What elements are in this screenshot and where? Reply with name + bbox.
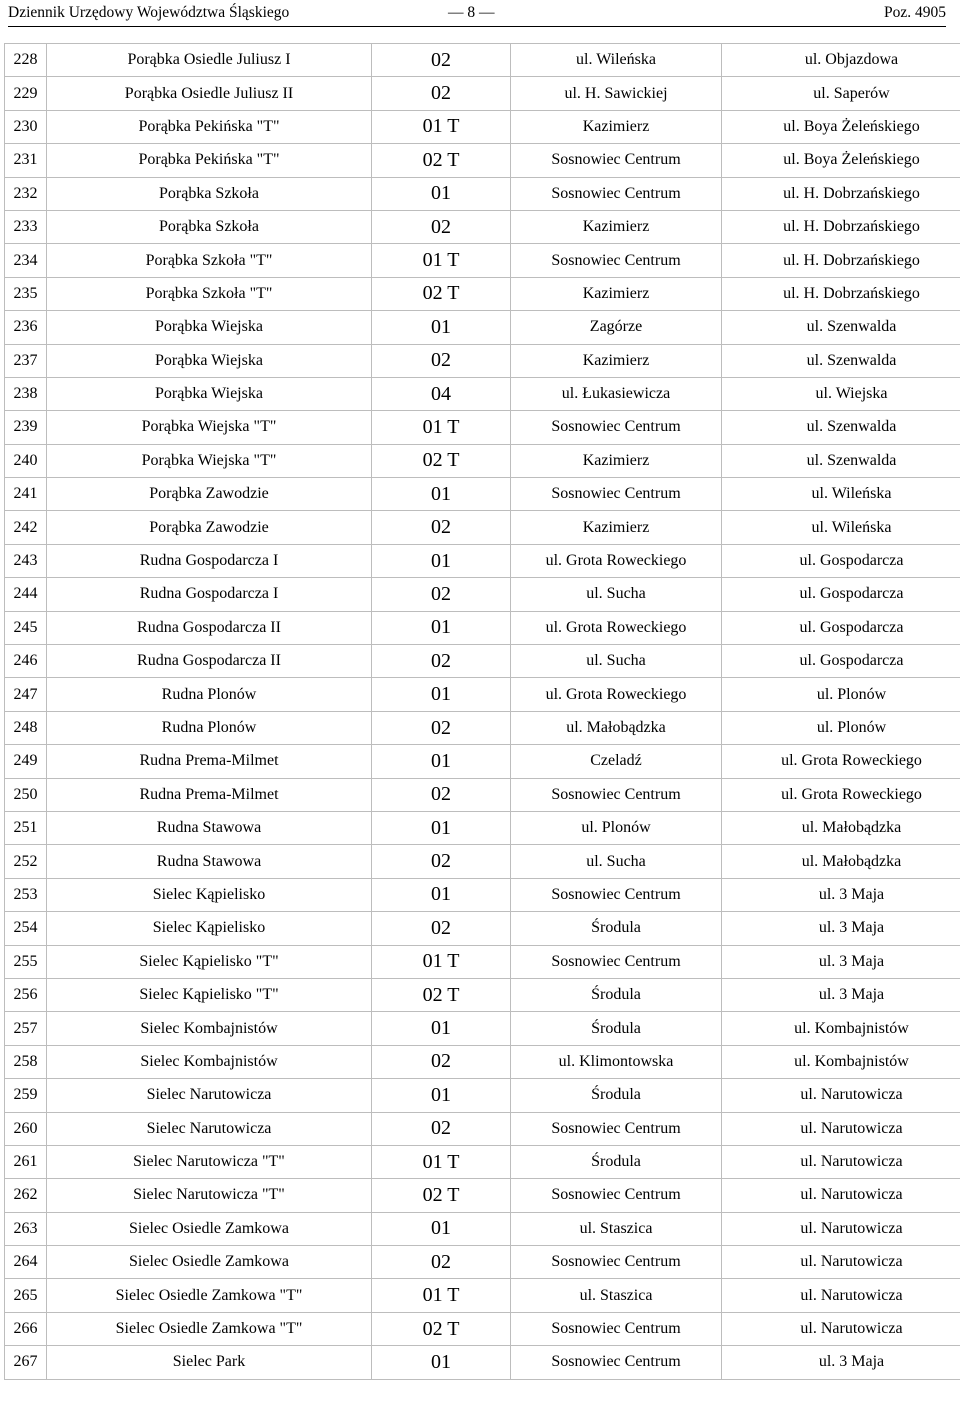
stop-name-cell: Porąbka Wiejska	[47, 344, 372, 377]
table-row	[5, 811, 960, 844]
street-cell: ul. Wileńska	[722, 478, 960, 511]
direction-cell: Sosnowiec Centrum	[511, 778, 722, 811]
stop-number-cell: 247	[5, 678, 47, 711]
table-row	[5, 1079, 960, 1112]
stop-code-cell: 01	[372, 611, 511, 644]
street-cell: ul. Narutowicza	[722, 1079, 960, 1112]
direction-cell: Sosnowiec Centrum	[511, 1312, 722, 1345]
direction-cell: Zagórze	[511, 311, 722, 344]
stop-number-cell: 233	[5, 210, 47, 243]
stop-name-cell: Porąbka Pekińska "T"	[47, 110, 372, 143]
street-cell: ul. Narutowicza	[722, 1312, 960, 1345]
direction-cell: Środula	[511, 978, 722, 1011]
table-row	[5, 711, 960, 744]
table-row	[5, 778, 960, 811]
stop-number-cell: 229	[5, 77, 47, 110]
stop-number-cell: 259	[5, 1079, 47, 1112]
stop-number-cell: 246	[5, 645, 47, 678]
stop-code-cell: 01	[372, 311, 511, 344]
street-cell: ul. Gospodarcza	[722, 645, 960, 678]
direction-cell: ul. Sucha	[511, 645, 722, 678]
stop-number-cell: 263	[5, 1212, 47, 1245]
stop-number-cell: 250	[5, 778, 47, 811]
street-cell: ul. Wileńska	[722, 511, 960, 544]
street-cell: ul. Wiejska	[722, 377, 960, 410]
street-cell: ul. 3 Maja	[722, 912, 960, 945]
table-row	[5, 745, 960, 778]
page-header	[8, 0, 946, 26]
stop-code-cell: 02	[372, 210, 511, 243]
stop-name-cell: Porąbka Zawodzie	[47, 511, 372, 544]
table-row	[5, 77, 960, 110]
stop-name-cell: Sielec Kąpielisko	[47, 912, 372, 945]
stop-number-cell: 261	[5, 1145, 47, 1178]
table-row	[5, 210, 960, 243]
street-cell: ul. Objazdowa	[722, 44, 960, 77]
direction-cell: Kazimierz	[511, 210, 722, 243]
direction-cell: ul. Grota Roweckiego	[511, 611, 722, 644]
stop-name-cell: Sielec Kombajnistów	[47, 1045, 372, 1078]
street-cell: ul. Narutowicza	[722, 1112, 960, 1145]
stop-name-cell: Sielec Kąpielisko	[47, 878, 372, 911]
stop-code-cell: 02	[372, 1246, 511, 1279]
direction-cell: Kazimierz	[511, 110, 722, 143]
stop-name-cell: Porąbka Szkoła "T"	[47, 277, 372, 310]
stop-number-cell: 251	[5, 811, 47, 844]
stop-code-cell: 01 T	[372, 244, 511, 277]
stop-code-cell: 01	[372, 544, 511, 577]
stop-number-cell: 254	[5, 912, 47, 945]
stop-name-cell: Rudna Gospodarcza I	[47, 544, 372, 577]
direction-cell: Środula	[511, 1145, 722, 1178]
direction-cell: Środula	[511, 912, 722, 945]
table-row	[5, 411, 960, 444]
stop-number-cell: 230	[5, 110, 47, 143]
table-row	[5, 678, 960, 711]
table-row	[5, 1145, 960, 1178]
stop-name-cell: Sielec Park	[47, 1346, 372, 1379]
street-cell: ul. Szenwalda	[722, 444, 960, 477]
stop-code-cell: 02	[372, 645, 511, 678]
stop-number-cell: 265	[5, 1279, 47, 1312]
stop-name-cell: Rudna Stawowa	[47, 811, 372, 844]
table-row	[5, 110, 960, 143]
table-row	[5, 1246, 960, 1279]
stop-name-cell: Sielec Narutowicza	[47, 1079, 372, 1112]
table-row	[5, 1112, 960, 1145]
table-row	[5, 1212, 960, 1245]
table-row	[5, 478, 960, 511]
direction-cell: Sosnowiec Centrum	[511, 411, 722, 444]
street-cell: ul. H. Dobrzańskiego	[722, 210, 960, 243]
direction-cell: ul. Sucha	[511, 578, 722, 611]
bus-stops-table	[4, 43, 960, 1380]
direction-cell: Sosnowiec Centrum	[511, 1346, 722, 1379]
direction-cell: ul. Grota Roweckiego	[511, 678, 722, 711]
direction-cell: ul. Sucha	[511, 845, 722, 878]
street-cell: ul. 3 Maja	[722, 978, 960, 1011]
street-cell: ul. 3 Maja	[722, 945, 960, 978]
stop-name-cell: Porąbka Zawodzie	[47, 478, 372, 511]
street-cell: ul. Narutowicza	[722, 1145, 960, 1178]
stop-name-cell: Porąbka Wiejska	[47, 377, 372, 410]
stop-code-cell: 02	[372, 1045, 511, 1078]
street-cell: ul. Plonów	[722, 678, 960, 711]
stop-number-cell: 242	[5, 511, 47, 544]
table-row	[5, 578, 960, 611]
street-cell: ul. Grota Roweckiego	[722, 745, 960, 778]
stop-code-cell: 01 T	[372, 1145, 511, 1178]
direction-cell: ul. Małobądzka	[511, 711, 722, 744]
stop-number-cell: 264	[5, 1246, 47, 1279]
direction-cell: Sosnowiec Centrum	[511, 244, 722, 277]
table-row	[5, 878, 960, 911]
street-cell: ul. Narutowicza	[722, 1246, 960, 1279]
stop-name-cell: Porąbka Wiejska "T"	[47, 411, 372, 444]
street-cell: ul. Kombajnistów	[722, 1012, 960, 1045]
stop-name-cell: Sielec Narutowicza "T"	[47, 1179, 372, 1212]
street-cell: ul. H. Dobrzańskiego	[722, 277, 960, 310]
stop-code-cell: 01	[372, 678, 511, 711]
stop-code-cell: 01 T	[372, 411, 511, 444]
stop-number-cell: 252	[5, 845, 47, 878]
street-cell: ul. Gospodarcza	[722, 544, 960, 577]
stop-name-cell: Rudna Plonów	[47, 711, 372, 744]
street-cell: ul. H. Dobrzańskiego	[722, 244, 960, 277]
stop-name-cell: Porąbka Szkoła "T"	[47, 244, 372, 277]
table-row	[5, 177, 960, 210]
direction-cell: ul. Łukasiewicza	[511, 377, 722, 410]
direction-cell: Sosnowiec Centrum	[511, 1179, 722, 1212]
table-row	[5, 978, 960, 1011]
street-cell: ul. Narutowicza	[722, 1179, 960, 1212]
direction-cell: Sosnowiec Centrum	[511, 1112, 722, 1145]
stop-name-cell: Porąbka Pekińska "T"	[47, 144, 372, 177]
stop-number-cell: 244	[5, 578, 47, 611]
stop-name-cell: Rudna Gospodarcza II	[47, 645, 372, 678]
table-row	[5, 44, 960, 77]
table-body	[5, 44, 960, 1380]
stop-code-cell: 02 T	[372, 144, 511, 177]
street-cell: ul. Saperów	[722, 77, 960, 110]
stop-name-cell: Porąbka Wiejska	[47, 311, 372, 344]
page-number: — 8 —	[448, 4, 495, 21]
direction-cell: ul. Staszica	[511, 1279, 722, 1312]
stop-number-cell: 231	[5, 144, 47, 177]
stop-name-cell: Porąbka Szkoła	[47, 177, 372, 210]
stop-code-cell: 01	[372, 177, 511, 210]
stop-number-cell: 260	[5, 1112, 47, 1145]
street-cell: ul. Plonów	[722, 711, 960, 744]
journal-title: Dziennik Urzędowy Województwa Śląskiego	[8, 4, 290, 21]
stop-number-cell: 257	[5, 1012, 47, 1045]
table-row	[5, 144, 960, 177]
stop-name-cell: Porąbka Osiedle Juliusz II	[47, 77, 372, 110]
direction-cell: ul. Staszica	[511, 1212, 722, 1245]
stop-number-cell: 253	[5, 878, 47, 911]
table-row	[5, 277, 960, 310]
table-row	[5, 244, 960, 277]
stop-code-cell: 04	[372, 377, 511, 410]
direction-cell: Kazimierz	[511, 344, 722, 377]
stop-code-cell: 01 T	[372, 945, 511, 978]
stop-name-cell: Sielec Kąpielisko "T"	[47, 945, 372, 978]
stop-number-cell: 237	[5, 344, 47, 377]
stop-number-cell: 258	[5, 1045, 47, 1078]
stop-number-cell: 235	[5, 277, 47, 310]
stop-number-cell: 238	[5, 377, 47, 410]
stop-name-cell: Rudna Prema-Milmet	[47, 745, 372, 778]
street-cell: ul. Szenwalda	[722, 411, 960, 444]
stop-code-cell: 02 T	[372, 444, 511, 477]
table-row	[5, 511, 960, 544]
stop-name-cell: Porąbka Wiejska "T"	[47, 444, 372, 477]
stop-number-cell: 267	[5, 1346, 47, 1379]
direction-cell: Czeladź	[511, 745, 722, 778]
stop-code-cell: 02	[372, 778, 511, 811]
direction-cell: ul. Plonów	[511, 811, 722, 844]
stop-number-cell: 243	[5, 544, 47, 577]
street-cell: ul. Boya Żeleńskiego	[722, 144, 960, 177]
stop-name-cell: Sielec Kąpielisko "T"	[47, 978, 372, 1011]
header-divider	[8, 26, 946, 27]
table-row	[5, 1179, 960, 1212]
stop-number-cell: 232	[5, 177, 47, 210]
stop-code-cell: 01	[372, 1346, 511, 1379]
table-row	[5, 1045, 960, 1078]
table-row	[5, 344, 960, 377]
direction-cell: Sosnowiec Centrum	[511, 878, 722, 911]
stop-name-cell: Rudna Plonów	[47, 678, 372, 711]
direction-cell: ul. Klimontowska	[511, 1045, 722, 1078]
direction-cell: Kazimierz	[511, 277, 722, 310]
stop-code-cell: 02	[372, 1112, 511, 1145]
stop-code-cell: 02	[372, 344, 511, 377]
street-cell: ul. Małobądzka	[722, 845, 960, 878]
street-cell: ul. Grota Roweckiego	[722, 778, 960, 811]
position-number: Poz. 4905	[884, 4, 946, 21]
stop-number-cell: 239	[5, 411, 47, 444]
direction-cell: Sosnowiec Centrum	[511, 478, 722, 511]
direction-cell: Sosnowiec Centrum	[511, 945, 722, 978]
stop-code-cell: 02 T	[372, 277, 511, 310]
stop-code-cell: 01 T	[372, 110, 511, 143]
stop-code-cell: 01	[372, 811, 511, 844]
stop-number-cell: 245	[5, 611, 47, 644]
stop-code-cell: 02	[372, 77, 511, 110]
stop-name-cell: Porąbka Szkoła	[47, 210, 372, 243]
street-cell: ul. 3 Maja	[722, 878, 960, 911]
direction-cell: Sosnowiec Centrum	[511, 177, 722, 210]
direction-cell: Kazimierz	[511, 511, 722, 544]
direction-cell: Sosnowiec Centrum	[511, 1246, 722, 1279]
street-cell: ul. Małobądzka	[722, 811, 960, 844]
stop-code-cell: 02 T	[372, 978, 511, 1011]
stop-number-cell: 256	[5, 978, 47, 1011]
stop-code-cell: 02	[372, 44, 511, 77]
stop-code-cell: 01	[372, 1079, 511, 1112]
direction-cell: Środula	[511, 1079, 722, 1112]
stop-code-cell: 01	[372, 478, 511, 511]
table-row	[5, 1346, 960, 1379]
table-row	[5, 311, 960, 344]
table-row	[5, 912, 960, 945]
stop-code-cell: 01	[372, 878, 511, 911]
stop-number-cell: 266	[5, 1312, 47, 1345]
stop-name-cell: Rudna Gospodarcza I	[47, 578, 372, 611]
street-cell: ul. Gospodarcza	[722, 611, 960, 644]
stop-name-cell: Rudna Prema-Milmet	[47, 778, 372, 811]
stop-code-cell: 01	[372, 745, 511, 778]
stop-number-cell: 236	[5, 311, 47, 344]
table-row	[5, 845, 960, 878]
stop-code-cell: 01	[372, 1212, 511, 1245]
direction-cell: ul. H. Sawickiej	[511, 77, 722, 110]
direction-cell: Kazimierz	[511, 444, 722, 477]
street-cell: ul. Kombajnistów	[722, 1045, 960, 1078]
table-row	[5, 444, 960, 477]
stop-number-cell: 248	[5, 711, 47, 744]
stop-name-cell: Sielec Narutowicza	[47, 1112, 372, 1145]
stop-name-cell: Sielec Osiedle Zamkowa	[47, 1212, 372, 1245]
stop-name-cell: Sielec Kombajnistów	[47, 1012, 372, 1045]
stop-name-cell: Sielec Osiedle Zamkowa "T"	[47, 1312, 372, 1345]
stop-name-cell: Sielec Osiedle Zamkowa	[47, 1246, 372, 1279]
stop-number-cell: 228	[5, 44, 47, 77]
stop-number-cell: 240	[5, 444, 47, 477]
street-cell: ul. Narutowicza	[722, 1279, 960, 1312]
stop-number-cell: 249	[5, 745, 47, 778]
stop-code-cell: 02 T	[372, 1179, 511, 1212]
table-row	[5, 645, 960, 678]
stop-code-cell: 02	[372, 845, 511, 878]
table-row	[5, 1279, 960, 1312]
street-cell: ul. Gospodarcza	[722, 578, 960, 611]
stop-code-cell: 02	[372, 912, 511, 945]
street-cell: ul. Szenwalda	[722, 344, 960, 377]
stop-code-cell: 02 T	[372, 1312, 511, 1345]
street-cell: ul. Szenwalda	[722, 311, 960, 344]
table-row	[5, 1312, 960, 1345]
stop-name-cell: Sielec Osiedle Zamkowa "T"	[47, 1279, 372, 1312]
direction-cell: ul. Grota Roweckiego	[511, 544, 722, 577]
street-cell: ul. Boya Żeleńskiego	[722, 110, 960, 143]
stop-number-cell: 234	[5, 244, 47, 277]
street-cell: ul. H. Dobrzańskiego	[722, 177, 960, 210]
table-row	[5, 945, 960, 978]
table-row	[5, 544, 960, 577]
stop-name-cell: Rudna Gospodarcza II	[47, 611, 372, 644]
stop-number-cell: 255	[5, 945, 47, 978]
direction-cell: Sosnowiec Centrum	[511, 144, 722, 177]
street-cell: ul. Narutowicza	[722, 1212, 960, 1245]
stop-name-cell: Porąbka Osiedle Juliusz I	[47, 44, 372, 77]
stop-number-cell: 241	[5, 478, 47, 511]
table-row	[5, 611, 960, 644]
table-row	[5, 377, 960, 410]
stop-name-cell: Rudna Stawowa	[47, 845, 372, 878]
stop-code-cell: 01 T	[372, 1279, 511, 1312]
street-cell: ul. 3 Maja	[722, 1346, 960, 1379]
stop-code-cell: 02	[372, 578, 511, 611]
stop-code-cell: 02	[372, 711, 511, 744]
direction-cell: Środula	[511, 1012, 722, 1045]
stop-code-cell: 02	[372, 511, 511, 544]
stop-code-cell: 01	[372, 1012, 511, 1045]
stop-number-cell: 262	[5, 1179, 47, 1212]
direction-cell: ul. Wileńska	[511, 44, 722, 77]
table-row	[5, 1012, 960, 1045]
stop-name-cell: Sielec Narutowicza "T"	[47, 1145, 372, 1178]
